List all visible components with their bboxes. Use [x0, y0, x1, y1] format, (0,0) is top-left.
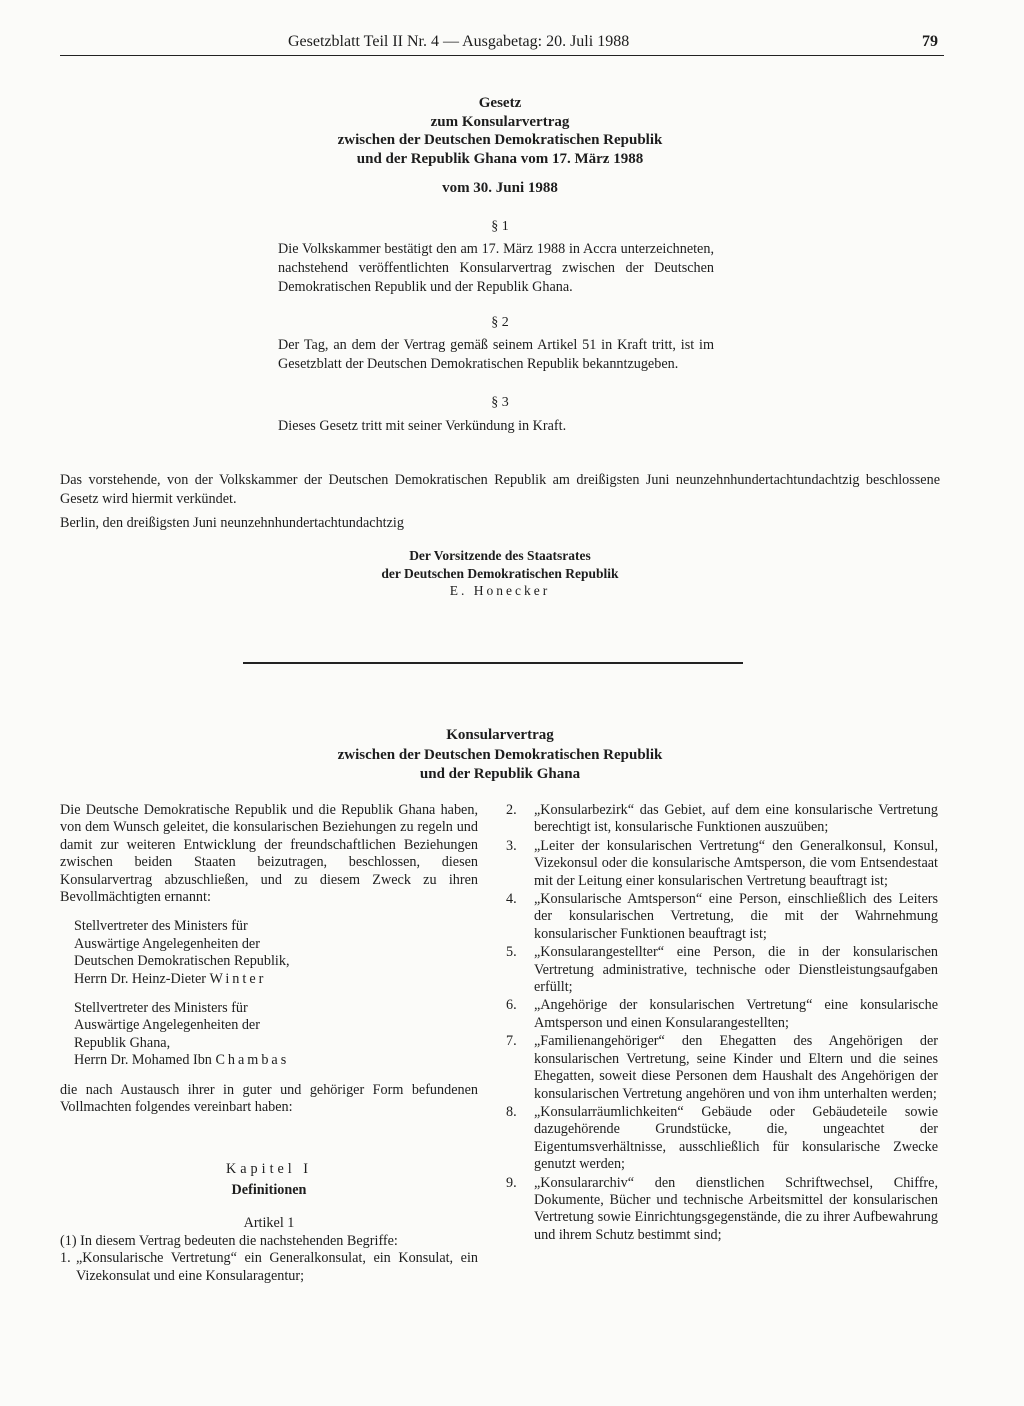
definition-item — [506, 944, 938, 996]
definition-number: 9. — [506, 1174, 517, 1191]
definition-number: 3. — [506, 837, 517, 854]
plenipotentiary — [74, 1000, 478, 1070]
section-mark: § 3 — [491, 395, 509, 410]
article-heading: Artikel 1 — [243, 1215, 295, 1232]
section-mark: § 2 — [491, 315, 509, 330]
section-text: Die Volkskammer bestätigt den am 17. März 1988 in Accra unterzeichneten, nachstehend veröffentlichten Konsularvertrag zwischen der Deutschen Demokratischen Republik und der Republik Ghana. — [278, 241, 714, 295]
definition-number: 7. — [506, 1033, 517, 1050]
plenipotentiary-line: Auswärtige Angelegenheiten der — [74, 1017, 260, 1034]
page-number: 79 — [922, 33, 938, 50]
definition-item — [506, 997, 938, 1032]
definition-text: „Konsularbezirk“ das Gebiet, auf dem eine konsularische Vertretung berechtigt ist, konsularische Funktionen auszuüben; — [534, 802, 938, 836]
surname: Chambas — [215, 1052, 290, 1069]
law-title-line: zwischen der Deutschen Demokratischen Republik — [337, 132, 663, 148]
header-rule — [60, 55, 944, 56]
signatory-title: der Deutschen Demokratischen Republik — [381, 565, 619, 581]
plenipotentiary — [74, 918, 478, 988]
signatory-title: Der Vorsitzende des Staatsrates — [409, 548, 591, 563]
definition-text: „Konsulararchiv“ den dienstlichen Schriftwechsel, Chiffre, Dokumente, Bücher und technische Arbeitsmittel der konsularischen Vertretung sowie Einrichtungsgegenstände, die zu ihrer Aufbewahrung und ihrem Schutz bestimmt sind; — [534, 1174, 938, 1243]
signatory-name: E. Honecker — [449, 583, 551, 598]
law-title-line: und der Republik Ghana vom 17. März 1988 — [356, 150, 644, 167]
preamble: Die Deutsche Demokratische Republik und die Republik Ghana haben, von dem Wunsch geleitet, die konsularischen Beziehungen zu regeln und damit zur weiteren Entwicklung der freundschaftlichen Beziehungen zwischen beiden Staaten beizutragen, beschlossen, diesen Konsularvertrag abzuschließen, und zu diesem Zweck zu ihren Bevollmächtigten ernannt: — [60, 802, 478, 906]
definition-text: „Konsularräumlichkeiten“ Gebäude oder Gebäudeteile sowie dazugehörende Grundstücke, die, ungeachtet der Eigentumsverhältnisse, ausschließlich für konsularische Zwecke genutzt werden; — [534, 1103, 938, 1173]
definition-number: 5. — [506, 944, 517, 961]
place-date: Berlin, den dreißigsten Juni neunzehnhundertachtundachtzig — [60, 515, 404, 531]
definition-number: 4. — [506, 891, 517, 908]
section-text: Der Tag, an dem der Vertrag gemäß seinem Artikel 51 in Kraft tritt, ist im Gesetzblatt der Deutschen Demokratischen Republik bekanntzugeben. — [278, 337, 714, 372]
chapter-title: Definitionen — [231, 1181, 307, 1198]
definition-text: „Konsularische Vertretung“ ein Generalkonsulat, ein Konsulat, ein Vizekonsulat und eine Konsularagentur; — [76, 1250, 478, 1284]
treaty-title-line: zwischen der Deutschen Demokratischen Republik — [337, 746, 663, 763]
treaty-title-line: Konsularvertrag — [446, 727, 554, 743]
definition-number: 1. — [60, 1250, 71, 1267]
law-title — [180, 94, 820, 168]
definition-item — [506, 1175, 938, 1245]
name-prefix: Herrn Dr. Mohamed Ibn — [74, 1052, 212, 1069]
definition-item — [506, 838, 938, 890]
name-prefix: Herrn Dr. Heinz-Dieter — [74, 970, 206, 987]
definition-text: „Familienangehöriger“ den Ehegatten des Angehörigen der konsularischen Vertretung, seine Kinder und Eltern und die seines Ehegatten, soweit diese Personen dem Haushalt des Angehörigen der konsularischen Vertretung angehören und von ihm unterhalten werden; — [534, 1033, 938, 1102]
definition-text: „Leiter der konsularischen Vertretung“ den Generalkonsul, Konsul, Vizekonsul oder die konsularische Amtsperson, die vom Entsendestaat mit der Leitung einer konsularischen Vertretung beauftragt ist; — [534, 837, 938, 889]
law-title-line: zum Konsularvertrag — [430, 113, 570, 130]
definition-item — [506, 1033, 938, 1103]
section-separator — [243, 662, 743, 664]
definition-item — [60, 1250, 478, 1285]
section-mark: § 1 — [491, 219, 509, 234]
plenipotentiary-name — [74, 1052, 478, 1069]
plenipotentiary-name — [74, 971, 478, 988]
left-column — [60, 802, 478, 1286]
definition-item — [506, 802, 938, 837]
plenipotentiary-line: Deutschen Demokratischen Republik, — [74, 953, 290, 970]
signature-block — [300, 547, 700, 600]
plenipotentiary-line: Republik Ghana, — [74, 1034, 171, 1051]
proclamation-text: Das vorstehende, von der Volkskammer der Deutschen Demokratischen Republik am dreißigsten Juni neunzehnhundertachtundachtzig beschlossene Gesetz wird hiermit verkündet. — [60, 472, 940, 507]
definition-text: „Konsularangestellter“ eine Person, die in der konsularischen Vertretung administrative, technische oder Dienstleistungsaufgaben erfüllt; — [534, 944, 938, 996]
definition-number: 8. — [506, 1103, 517, 1120]
definition-number: 2. — [506, 802, 517, 818]
chapter-heading: Kapitel I — [225, 1160, 313, 1177]
section-text: Dieses Gesetz tritt mit seiner Verkündung in Kraft. — [278, 418, 567, 434]
definition-number: 6. — [506, 997, 517, 1014]
definition-item — [506, 1104, 938, 1174]
plenipotentiary-line: Auswärtige Angelegenheiten der — [74, 935, 260, 952]
article-intro: (1) In diesem Vertrag bedeuten die nachstehenden Begriffe: — [60, 1232, 398, 1249]
law-date: vom 30. Juni 1988 — [442, 180, 558, 196]
law-title-line: Gesetz — [478, 95, 522, 111]
definition-text: „Konsularische Amtsperson“ eine Person, einschließlich des Leiters der konsularischen Vertretung, die mit der Wahrnehmung konsularischer Funktionen beauftragt ist; — [534, 891, 938, 942]
definition-text: „Angehörige der konsularischen Vertretung“ eine konsularische Amtsperson und einen Konsularangestellten; — [534, 997, 938, 1031]
plenipotentiary-line: Stellvertreter des Ministers für — [74, 1000, 248, 1017]
definition-item — [506, 891, 938, 943]
running-header: Gesetzblatt Teil II Nr. 4 — Ausgabetag: 20. Juli 1988 — [288, 33, 630, 50]
treaty-title — [200, 726, 800, 785]
treaty-title-line: und der Republik Ghana — [419, 766, 581, 782]
plenipotentiary-line: Stellvertreter des Ministers für — [74, 918, 248, 935]
surname: Winter — [209, 970, 267, 987]
closing-clause: die nach Austausch ihrer in guter und gehöriger Form befundenen Vollmachten folgendes vereinbart haben: — [60, 1081, 478, 1116]
right-column — [506, 802, 938, 1245]
